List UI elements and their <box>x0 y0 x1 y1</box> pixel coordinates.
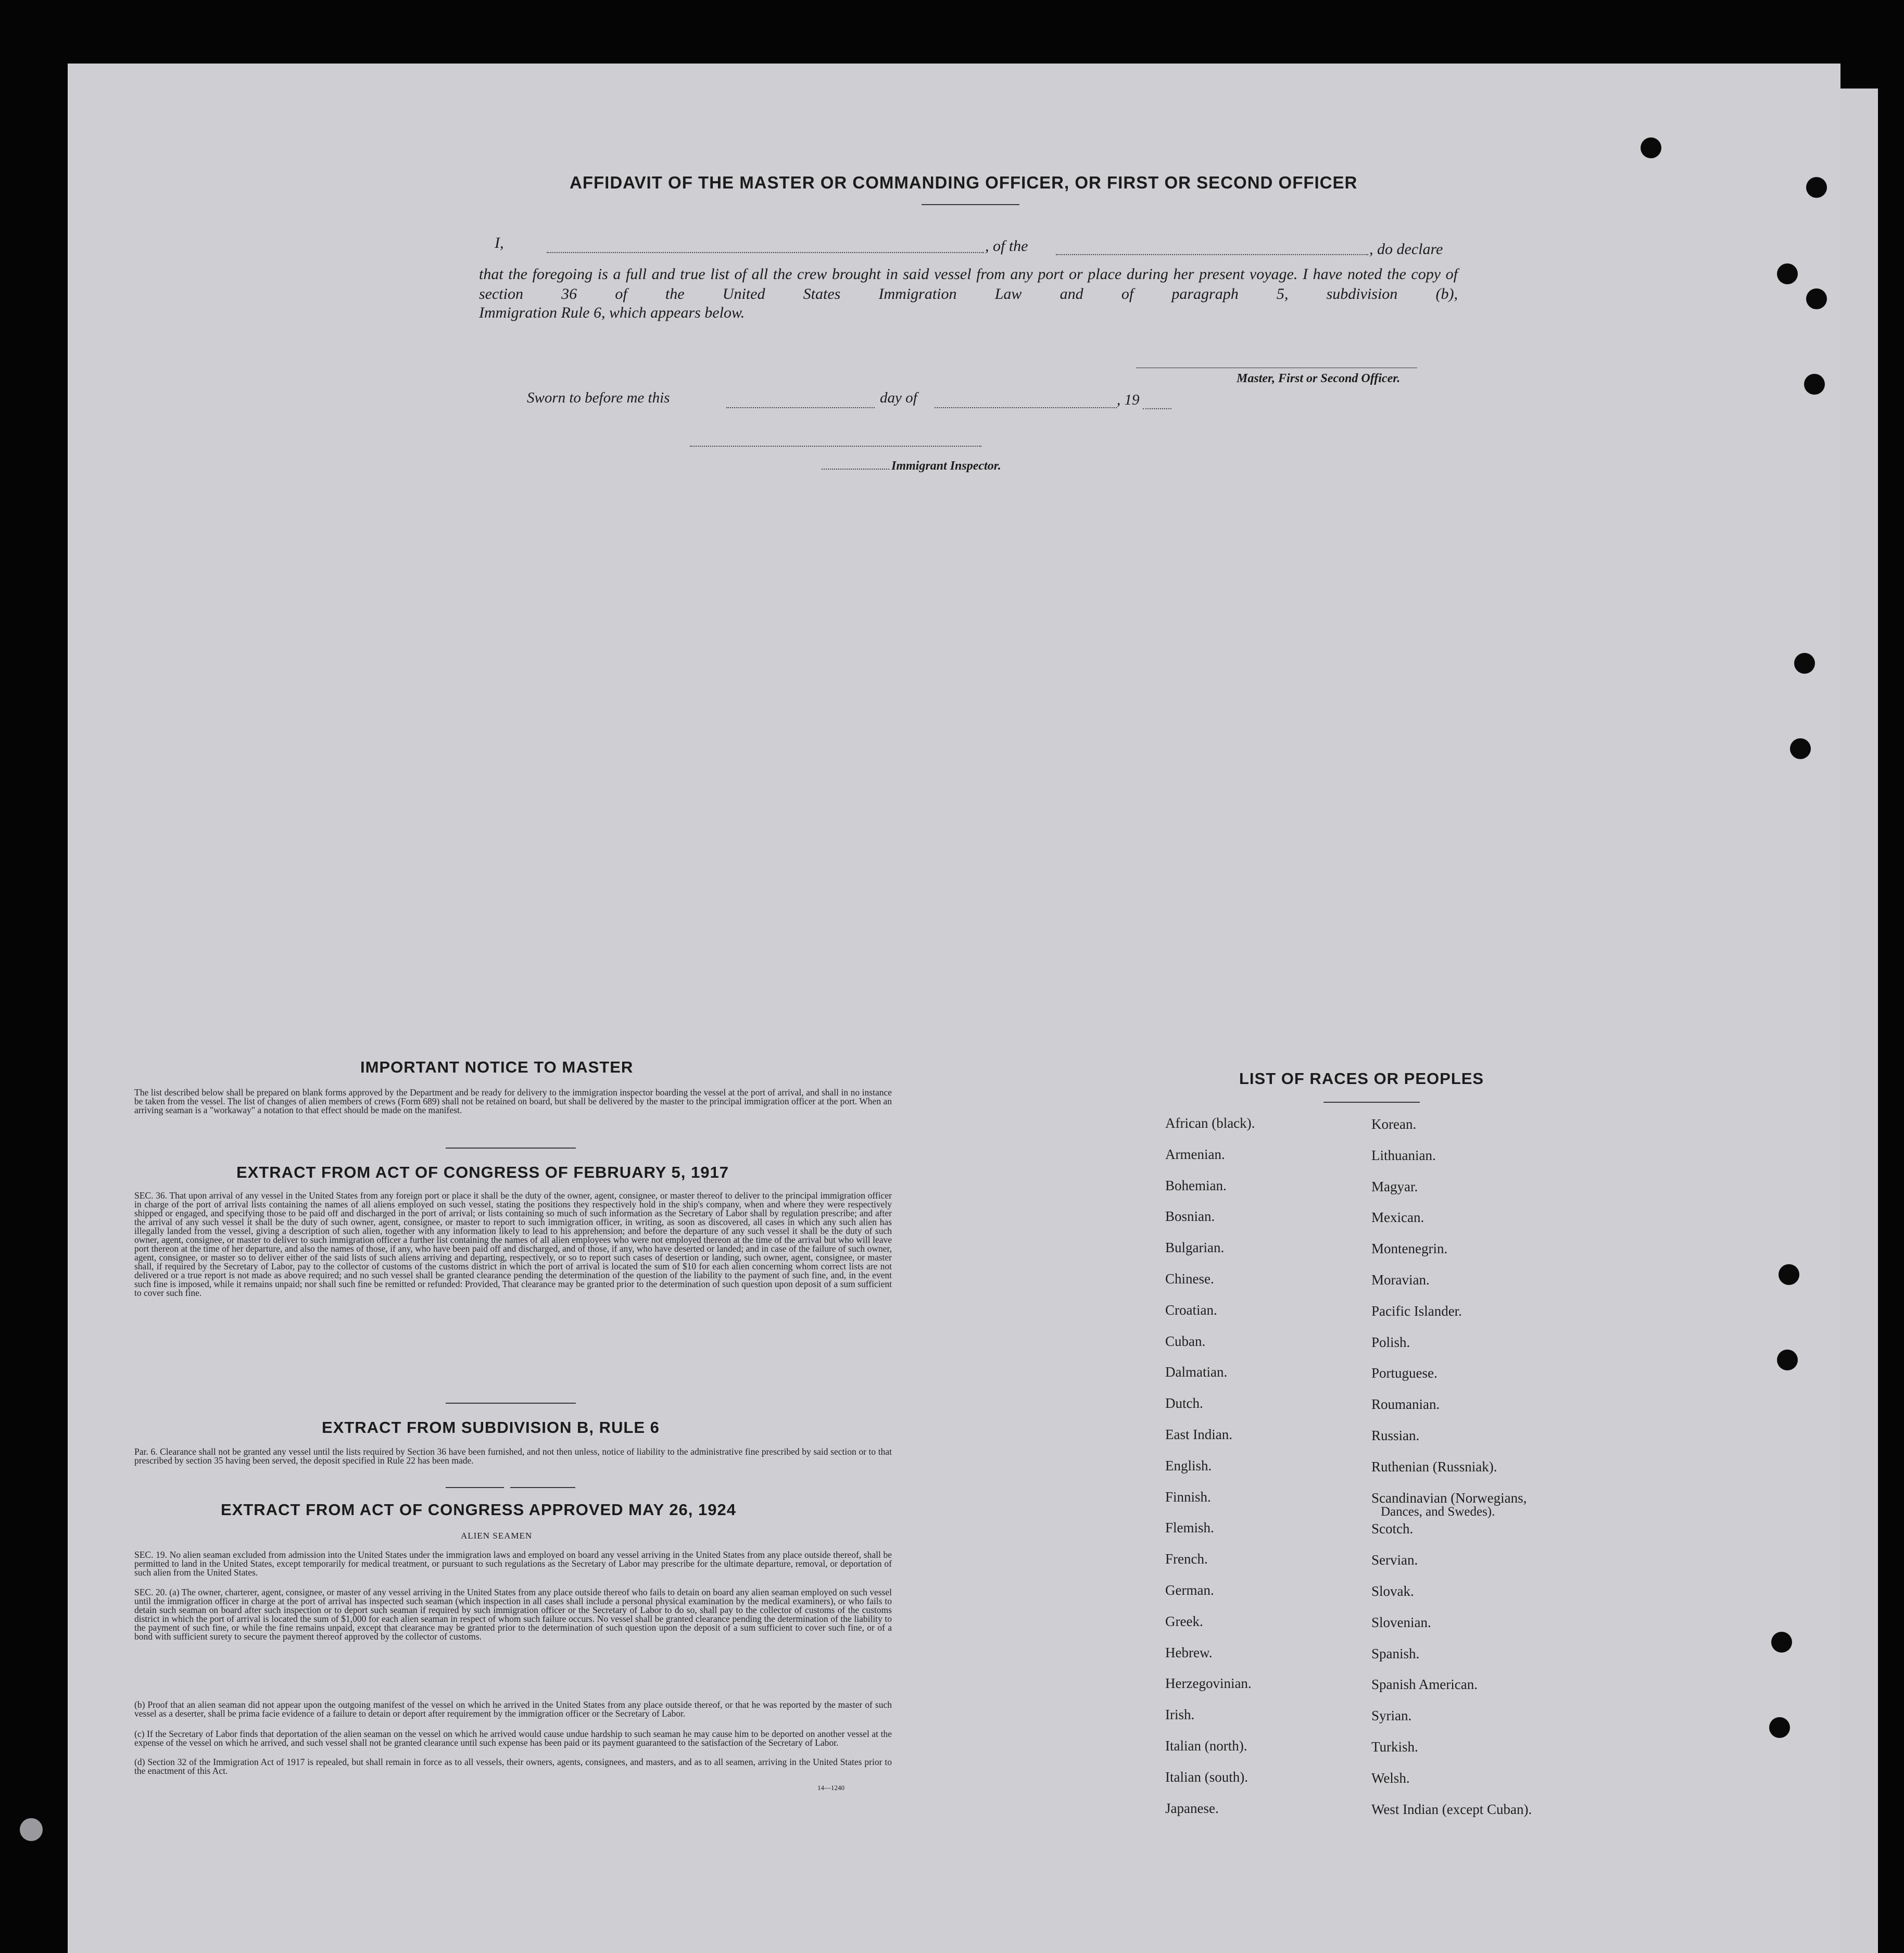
punch-hole-icon <box>1804 374 1825 395</box>
race-item: Lithuanian. <box>1371 1147 1436 1163</box>
race-item: Cuban. <box>1165 1333 1206 1349</box>
vessel-field[interactable] <box>1056 254 1368 255</box>
race-item: Bosnian. <box>1165 1208 1215 1225</box>
race-item: African (black). <box>1165 1115 1255 1131</box>
race-item: Irish. <box>1165 1707 1195 1723</box>
race-item: German. <box>1165 1582 1214 1598</box>
race-item-continuation: Dances, and Swedes). <box>1381 1505 1495 1519</box>
race-item: Montenegrin. <box>1371 1241 1448 1257</box>
form-number: 14—1240 <box>817 1784 844 1792</box>
declare-label: , do declare <box>1369 241 1443 258</box>
race-item: Croatian. <box>1165 1302 1217 1318</box>
race-item: East Indian. <box>1165 1427 1232 1442</box>
race-item: Servian. <box>1371 1552 1418 1568</box>
race-item: Portuguese. <box>1371 1365 1438 1381</box>
divider <box>446 1487 504 1488</box>
race-item: Finnish. <box>1165 1489 1211 1505</box>
affidavit-body-last: Immigration Rule 6, which appears below. <box>479 304 745 321</box>
race-item: Italian (south). <box>1165 1769 1248 1785</box>
sec20b-text: (b) Proof that an alien seaman did not appear upon the outgoing manifest of the vessel on which he arrived in the United States from any place outside thereof, or that he was reported by the master of such vessel as a deserter, shall be prima facie evidence of a failure to detain or deport after requirement by the immigration officer or the Secretary of Labor. <box>134 1699 892 1719</box>
race-item: Spanish American. <box>1371 1677 1478 1693</box>
extract-1917-title: EXTRACT FROM ACT OF CONGRESS OF FEBRUARY 5, 1917 <box>236 1163 729 1181</box>
race-item: Chinese. <box>1165 1271 1214 1287</box>
races-title: LIST OF RACES OR PEOPLES <box>1239 1069 1484 1088</box>
alien-seamen-subtitle: ALIEN SEAMEN <box>461 1531 533 1541</box>
race-item: Bohemian. <box>1165 1177 1227 1193</box>
inspector-signature-label: Immigrant Inspector. <box>891 459 1001 473</box>
of-the-label: , of the <box>985 237 1028 255</box>
race-item: Scotch. <box>1371 1521 1414 1537</box>
punch-hole-icon <box>1806 177 1827 198</box>
punch-hole-icon <box>1777 263 1798 284</box>
race-item: Magyar. <box>1371 1178 1418 1194</box>
race-item: Spanish. <box>1371 1645 1420 1661</box>
notice-text: The list described below shall be prepared on blank forms approved by the Department and be ready for delivery to the immigration inspector boarding the vessel at the port of arrival, and shall in no instance be taken from the vessel. The list of changes of alien members of crews (Form 689) shall not be retained on board, but shall be delivered by the master to the principal immigration officer at the port. When an arriving seaman is a "workaway" a notation to that effect should be made on the manifest. <box>134 1087 892 1115</box>
race-item: Roumanian. <box>1371 1396 1440 1413</box>
race-item: English. <box>1165 1457 1212 1473</box>
race-item: Welsh. <box>1371 1770 1410 1786</box>
sec20d-text: (d) Section 32 of the Immigration Act of 1917 is repealed, but shall remain in force as to all vessels, their owners, agents, consignees, and masters, and as to all seamen, arriving in the United States prior to the enactment of this Act. <box>134 1757 892 1776</box>
race-item: West Indian (except Cuban). <box>1371 1801 1532 1817</box>
punch-hole-icon <box>1779 1264 1799 1285</box>
punch-hole-icon <box>1771 1632 1792 1653</box>
race-item: Armenian. <box>1165 1146 1225 1162</box>
sworn-month-field[interactable] <box>935 407 1117 408</box>
race-item: Mexican. <box>1371 1209 1424 1226</box>
sworn-year-field[interactable] <box>1143 408 1171 409</box>
master-signature-label: Master, First or Second Officer. <box>1237 372 1401 385</box>
punch-hole-icon <box>20 1818 43 1841</box>
sec19-text: SEC. 19. No alien seaman excluded from admission into the United States under the immigration laws and employed on board any vessel arriving in the United States from any place outside thereof, shall be permitted to land in the United States, except temporarily for medical treatment, or pursuant to such regulations as the Secretary of Labor may prescribe for the ultimate departure, removal, or deportation of such alien from the United States. <box>134 1549 892 1578</box>
extract-1924-title: EXTRACT FROM ACT OF CONGRESS APPROVED MAY 26, 1924 <box>221 1501 736 1519</box>
race-item: Dalmatian. <box>1165 1364 1228 1380</box>
inspector-leader <box>822 469 889 470</box>
divider <box>446 1403 576 1404</box>
affidavit-title: AFFIDAVIT OF THE MASTER OR COMMANDING OFFICER, OR FIRST OR SECOND OFFICER <box>570 173 1358 192</box>
race-item: Japanese. <box>1165 1800 1219 1816</box>
divider <box>446 1148 576 1149</box>
race-item: Russian. <box>1371 1428 1420 1443</box>
day-of-label: day of <box>880 389 917 406</box>
punch-hole-icon <box>1641 137 1661 158</box>
affidavit-i-label: I, <box>495 234 504 251</box>
subdivision-text: Par. 6. Clearance shall not be granted any vessel until the lists required by Section 36 have been furnished, and not then unless, notice of liability to the administrative fine prescribed by said section or to that prescribed by section 35 having been served, the deposit specified in Rule 22 has been made. <box>134 1446 892 1466</box>
race-item: Flemish. <box>1165 1520 1214 1536</box>
divider <box>1323 1102 1420 1103</box>
notice-title: IMPORTANT NOTICE TO MASTER <box>360 1058 634 1076</box>
race-item: Ruthenian (Russniak). <box>1371 1458 1497 1475</box>
page-edge-strip <box>1840 89 1878 1953</box>
race-item: Turkish. <box>1371 1739 1418 1755</box>
punch-hole-icon <box>1794 653 1815 674</box>
punch-hole-icon <box>1790 738 1811 759</box>
year-label: , 19 <box>1117 392 1140 408</box>
race-item: Bulgarian. <box>1165 1240 1225 1256</box>
punch-hole-icon <box>1769 1717 1790 1738</box>
sworn-day-field[interactable] <box>726 407 875 408</box>
race-item: Korean. <box>1371 1116 1417 1132</box>
sec20a-text: SEC. 20. (a) The owner, charterer, agent, consignee, or master of any vessel arriving in the United States from any place outside thereof who fails to detain on board any alien seaman employed on such vessel until the immigration officer in charge at the port of arrival has inspected such seaman (which inspection in all cases shall include a personal physical examination by the medical examiners), or who fails to detain such seaman on board after such inspection or to deport such seaman if required by such immigration officer or the Secretary of Labor to do so, shall pay to the collector of customs of the customs district in which the port of arrival is located the sum of $1,000 for each alien seaman in respect of whom such failure occurs. No vessel shall be granted clearance pending the determination of the liability to the payment of such fine, or while the fine remains unpaid, except that clearance may be granted prior to the determination of such question upon the deposit of a sum sufficient to cover such fine, or of a bond with sufficient surety to secure the payment thereof approved by the collector of customs. <box>134 1587 892 1642</box>
sworn-label: Sworn to before me this <box>527 389 670 406</box>
inspector-signature-line[interactable] <box>690 446 981 447</box>
race-item: Greek. <box>1165 1613 1203 1629</box>
race-item: Italian (north). <box>1165 1738 1247 1754</box>
race-item: French. <box>1165 1551 1208 1567</box>
race-item: Syrian. <box>1371 1708 1412 1724</box>
affidavit-body: that the foregoing is a full and true list of all the crew brought in said vessel from any port or place during her present voyage. I have noted the copy of section 36 of the United States Immigration Law and of paragraph 5, subdivision (b), <box>479 266 1458 303</box>
punch-hole-icon <box>1806 288 1827 309</box>
divider <box>510 1487 575 1488</box>
sec20c-text: (c) If the Secretary of Labor finds that deportation of the alien seaman on the vessel on which he arrived would cause undue hardship to such seaman he may cause him to be deported on another vessel at the expense of the vessel on which he arrived, and such vessel shall not be granted clearance until such expense has been paid or its payment guaranteed to the satisfaction of the Secretary of Labor. <box>134 1729 892 1748</box>
extract-1917-text: SEC. 36. That upon arrival of any vessel in the United States from any foreign port or place it shall be the duty of the owner, agent, consignee, or master thereof to deliver to the principal immigration officer in charge of the port of arrival lists containing the names of all aliens employed on such vessel, stating the positions they respectively hold in the ship's company, when and where they were respectively shipped or engaged, and specifying those to be paid off and discharged in the port of arrival; or lists containing so much of such information as the Secretary of Labor shall by regulation prescribe; and after the arrival of any such vessel it shall be the duty of such owner, agent, consignee, or master to report to such immigration officer, in writing, as soon as discovered, all cases in which any such alien has illegally landed from the vessel, giving a description of such alien, together with any information likely to lead to his apprehension; and before the departure of any such vessel it shall be the duty of such owner, agent, consignee, or master to deliver to such immigration officer a further list containing the names of all alien employees who were not employed thereon at the time of the arrival but who will leave port thereon at the time of her departure, and also the names of those, if any, who have been paid off and discharged, and of those, if any, who have deserted or landed; and in case of the failure of such owner, agent, consignee, or master so to deliver either of the said lists of such aliens arriving and departing, respectively, or so to report such cases of desertion or landing, such owner, agent, consignee, or master shall, if required by the Secretary of Labor, pay to the collector of customs of the customs district in which the port of arrival is located the sum of $10 for each alien concerning whom correct lists are not delivered or a true report is not made as above required; and no such vessel shall be granted clearance pending the determination of the question of the liability to the payment of such fine, and, in the event such fine is imposed, while it remains unpaid; nor shall such fine be remitted or refunded: Provided, That clearance may be granted prior to the determination of such question upon deposit of a sum sufficient to cover such fine. <box>134 1190 892 1298</box>
race-item: Moravian. <box>1371 1272 1430 1288</box>
race-item: Slovenian. <box>1371 1614 1431 1630</box>
document-page <box>68 64 1840 1953</box>
race-item: Polish. <box>1371 1334 1410 1350</box>
punch-hole-icon <box>1777 1350 1798 1370</box>
divider <box>922 204 1019 205</box>
subdivision-title: EXTRACT FROM SUBDIVISION B, RULE 6 <box>322 1418 660 1437</box>
race-item: Pacific Islander. <box>1371 1303 1462 1319</box>
race-item: Herzegovinian. <box>1165 1675 1252 1692</box>
race-item: Slovak. <box>1371 1583 1414 1599</box>
race-item: Hebrew. <box>1165 1644 1213 1660</box>
race-item: Dutch. <box>1165 1395 1203 1412</box>
race-item: Scandinavian (Norwegians, <box>1371 1490 1527 1506</box>
name-field[interactable] <box>547 252 984 253</box>
